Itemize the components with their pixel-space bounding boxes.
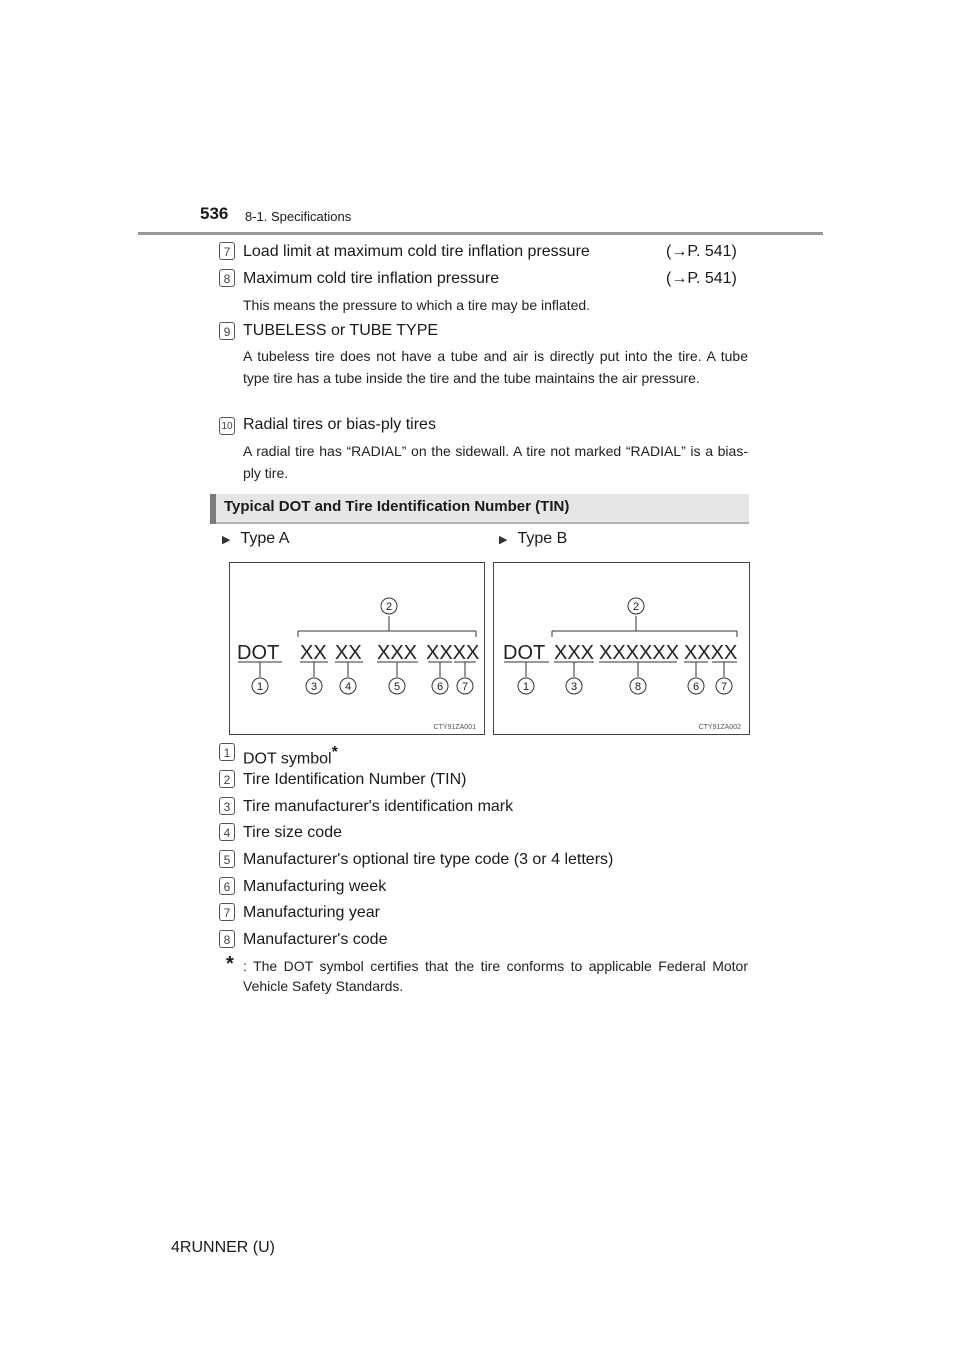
item-number-7: 7 — [219, 242, 235, 260]
legend-number-6: 6 — [219, 877, 235, 895]
code-segment: XXX — [554, 642, 595, 664]
item-text-8: Maximum cold tire inflation pressure — [243, 270, 500, 287]
callout-number: 2 — [385, 601, 393, 613]
legend-text-8: Manufacturer's code — [243, 931, 388, 948]
callout-number: 7 — [461, 681, 469, 693]
legend-number-3: 3 — [219, 797, 235, 815]
legend-number-7: 7 — [219, 903, 235, 921]
item-number-10: 10 — [219, 417, 235, 435]
callout-number: 2 — [632, 601, 640, 613]
footnote-text: : The DOT symbol certifies that the tire conforms to applicable Federal Motor Vehicle Safety Standards. — [243, 958, 748, 994]
code-segment: XX — [335, 642, 362, 664]
type-b-label: ▶ Type B — [499, 530, 568, 547]
figure-code: CTY91ZA001 — [433, 724, 476, 731]
triangle-bullet-icon: ▶ — [499, 534, 508, 546]
code-segment: XXXX — [426, 642, 480, 664]
item-text-9: TUBELESS or TUBE TYPE — [243, 322, 439, 339]
callout-number: 6 — [692, 681, 700, 693]
code-segment: XXXXXX — [599, 642, 680, 664]
legend-number-8: 8 — [219, 930, 235, 948]
code-segment: XXXX — [684, 642, 738, 664]
header-divider — [138, 232, 823, 235]
page-number: 536 — [200, 204, 229, 223]
legend-text-6: Manufacturing week — [243, 878, 387, 895]
item-text-10: Radial tires or bias-ply tires — [243, 416, 436, 433]
legend-text-5: Manufacturer's optional tire type code (3 or 4 letters) — [243, 851, 614, 868]
footnote-marker: * — [331, 744, 338, 761]
callout-number: 1 — [522, 681, 530, 693]
callout-number: 5 — [393, 681, 401, 693]
page-reference-8: (→P. 541) — [666, 270, 737, 287]
model-label: 4RUNNER (U) — [171, 1239, 275, 1256]
type-a-label: ▶ Type A — [222, 530, 290, 547]
item-description-10: A radial tire has “RADIAL” on the sidewall. A tire not marked “RADIAL” is a bias-ply tire. — [243, 443, 748, 481]
item-description-9: A tubeless tire does not have a tube and air is directly put into the tire. A tube type tire has a tube inside the tire and the tube maintains the air pressure. — [243, 348, 748, 386]
legend-text-1: DOT symbol* — [243, 744, 338, 768]
code-segment: XXX — [377, 642, 418, 664]
page-reference-7: (→P. 541) — [666, 243, 737, 260]
legend-number-1: 1 — [219, 743, 235, 761]
footnote-star: * — [226, 953, 234, 975]
item-text-7: Load limit at maximum cold tire inflation pressure — [243, 243, 590, 260]
callout-number: 7 — [720, 681, 728, 693]
diagram-b-svg — [494, 563, 749, 734]
dot-segment: DOT — [237, 642, 280, 664]
section-heading-accent — [210, 494, 216, 524]
diagram-a-svg — [230, 563, 484, 734]
tin-diagram-type-a — [229, 562, 485, 735]
callout-number: 4 — [344, 681, 352, 693]
callout-number: 3 — [570, 681, 578, 693]
triangle-bullet-icon: ▶ — [222, 534, 231, 546]
legend-number-5: 5 — [219, 850, 235, 868]
legend-number-2: 2 — [219, 770, 235, 788]
item-number-8: 8 — [219, 269, 235, 287]
legend-text-3: Tire manufacturer's identification mark — [243, 798, 514, 815]
figure-code: CTY91ZA002 — [698, 724, 741, 731]
item-description-8: This means the pressure to which a tire may be inflated. — [243, 297, 591, 313]
callout-number: 1 — [256, 681, 264, 693]
code-segment: XX — [300, 642, 327, 664]
item-number-9: 9 — [219, 322, 235, 340]
legend-text-2: Tire Identification Number (TIN) — [243, 771, 467, 788]
legend-text-4: Tire size code — [243, 824, 342, 841]
section-heading-title: Typical DOT and Tire Identification Number (TIN) — [224, 498, 570, 515]
callout-number: 8 — [634, 681, 642, 693]
legend-text-7: Manufacturing year — [243, 904, 380, 921]
callout-number: 6 — [436, 681, 444, 693]
legend-number-4: 4 — [219, 823, 235, 841]
dot-segment: DOT — [503, 642, 546, 664]
callout-number: 3 — [310, 681, 318, 693]
tin-diagram-type-b — [493, 562, 750, 735]
section-title: 8-1. Specifications — [245, 209, 352, 224]
